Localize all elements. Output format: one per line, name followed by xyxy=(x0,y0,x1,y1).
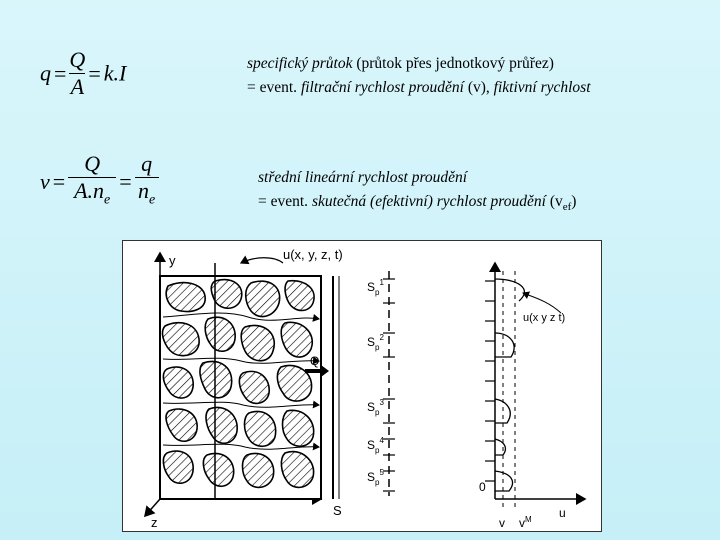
svg-text:Sp1: $S_p^1$ xyxy=(367,278,384,297)
text2-prefix: = event. xyxy=(258,193,309,210)
eq1-rhs: k.I xyxy=(103,60,127,86)
svg-text:Sp2: $S_p^2$ xyxy=(367,333,384,352)
eq1-numerator: Q xyxy=(69,47,86,72)
text1-symbol: (v), xyxy=(467,79,490,96)
discharge-label: Q xyxy=(310,354,320,368)
velocity-profile xyxy=(485,263,585,511)
eq1-fraction xyxy=(69,48,85,99)
v-label: v xyxy=(499,516,505,530)
y-axis-label: y xyxy=(169,253,176,268)
eq2-fraction-2 xyxy=(135,152,159,212)
text-block-1 xyxy=(247,52,591,100)
eq2-fraction-1 xyxy=(68,152,116,212)
text1-prefix: = event. xyxy=(247,79,298,96)
velocity-field-label: u(x, y, z, t) xyxy=(283,247,343,262)
eq2-denominator-1: $A.n_e$ xyxy=(74,178,111,208)
svg-text:Sp3: $S_p^3$ xyxy=(367,398,384,417)
u-axis-label: u xyxy=(559,506,566,520)
profile-label: u(x y z t) xyxy=(523,312,566,324)
equation-mean-velocity: v = $\frac{Q}{A.n_e}$ = $\frac{q}{n_e}$ xyxy=(40,152,159,212)
term-mean-linear-velocity: střední lineární rychlost proudění xyxy=(258,169,468,186)
equation-specific-discharge: q = $\frac{Q}{A}$ = k.I xyxy=(40,47,127,99)
svg-text:Sp4: $S_p^4$ xyxy=(367,436,384,455)
term-fictive-velocity: fiktivní rychlost xyxy=(493,79,591,96)
svg-text:Sp5: $S_p^5$ xyxy=(367,468,384,487)
eq2-lhs: v xyxy=(40,169,50,195)
term-effective-velocity: skutečná (efektivní) rychlost proudění xyxy=(311,193,546,210)
pore-sections xyxy=(367,271,395,496)
eq1-denominator: A xyxy=(70,74,85,99)
z-axis xyxy=(145,499,160,516)
text2-symbol: $(v_{ef})$ xyxy=(549,193,577,214)
eq2-numerator-2: q xyxy=(141,151,153,176)
text-block-2 xyxy=(258,166,576,219)
porous-media-flow-figure xyxy=(122,240,602,532)
term-filtration-velocity: filtrační rychlost proudění xyxy=(300,79,464,96)
cross-section-label: S xyxy=(333,503,342,518)
eq1-lhs: q xyxy=(40,60,51,86)
vM-label: $v^M$ xyxy=(519,515,532,530)
eq2-numerator-1: Q xyxy=(84,151,101,176)
term-specific-discharge: specifický průtok xyxy=(247,55,353,72)
term-specific-discharge-desc: (průtok přes jednotkový průřez) xyxy=(356,55,554,72)
z-axis-label: z xyxy=(151,515,158,530)
origin-label: 0 xyxy=(479,480,486,494)
eq2-denominator-2: $n_e$ xyxy=(138,178,156,208)
